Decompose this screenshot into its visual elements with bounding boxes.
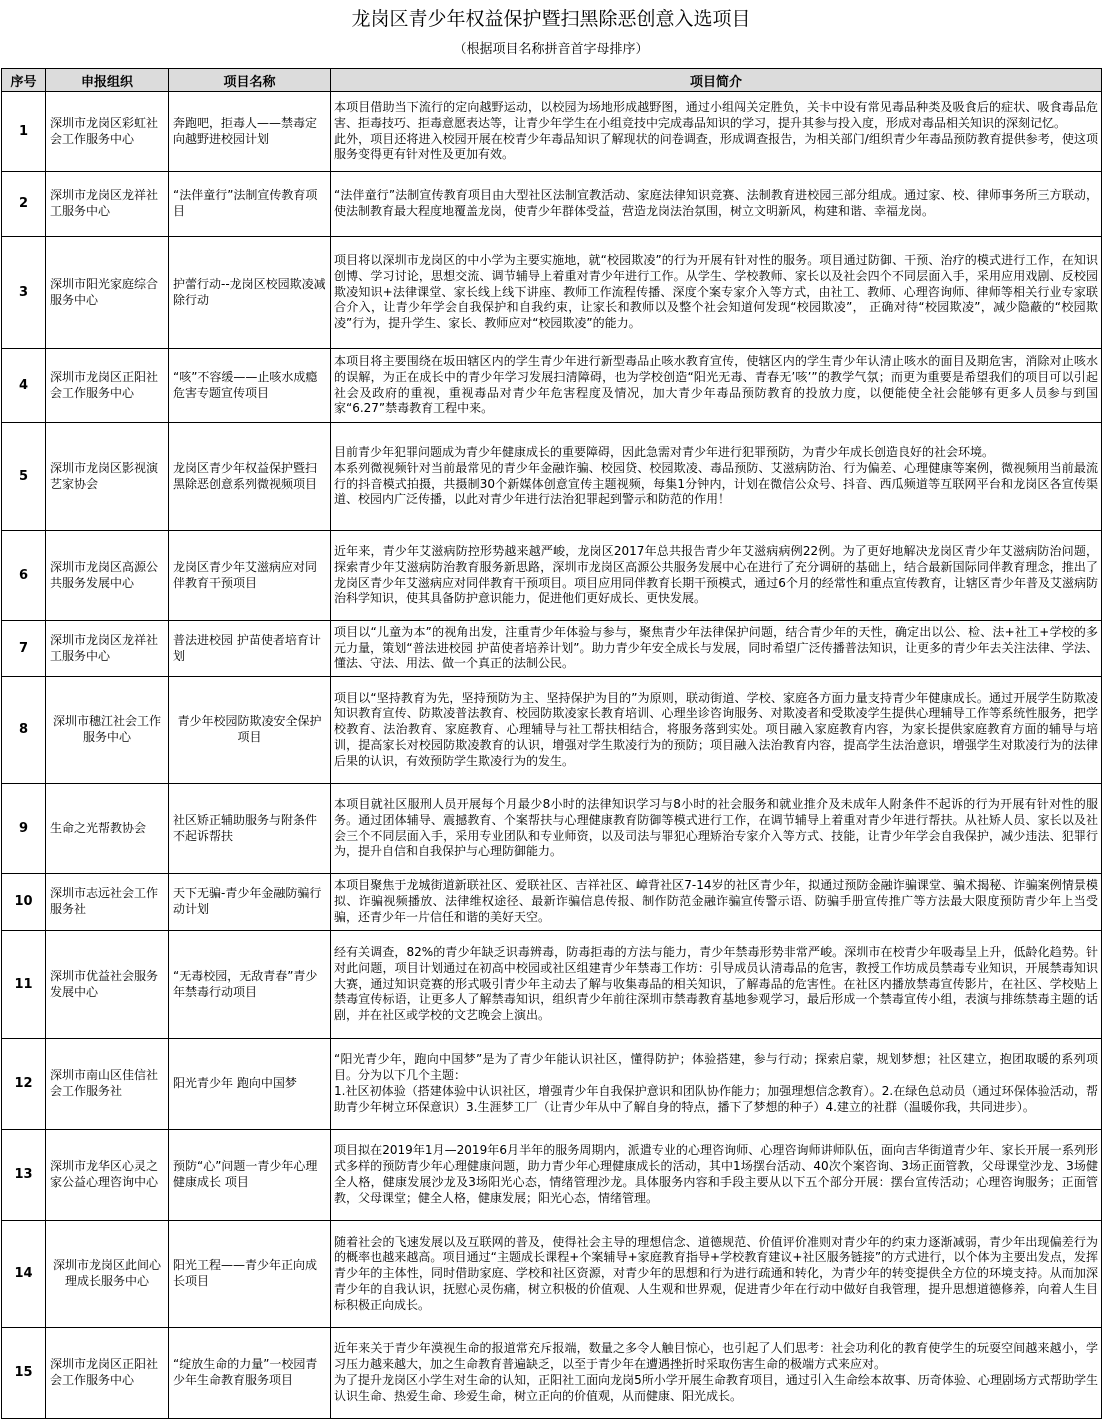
row-organization: 深圳市优益社会服务发展中心 <box>46 931 169 1039</box>
row-number: 7 <box>2 621 46 677</box>
row-project-name: 阳光青少年 跑向中国梦 <box>169 1039 331 1130</box>
row-organization: 深圳市龙岗区正阳社会工作服务中心 <box>46 349 169 423</box>
row-description: 随着社会的飞速发展以及互联网的普及，使得社会主导的理想信念、道德规范、价值评价准则对青少年的约束力逐渐减弱，青少年出现偏差行为的概率也越来越高。项目通过“主题成长课程+个案辅导+家庭教育指导+学校教育建议+社区服务链接”的方式进行，以个体为主要出发点，发挥青少年的主体性，同时借助家庭、学校和社区资源，对青少年的思想和行为进行疏通和转化，为青少年的转变提供全方位的环境支持。从而加深青少年的自我认识，抚慰心灵伤痛，树立积极的价值观、人生观和世界观，促进青少年在行动中做好自我管理，提升思想道德修养，向着人生目标积极正向成长。 <box>331 1221 1102 1328</box>
table-row <box>2 237 1102 349</box>
row-project-name: 社区矫正辅助服务与附条件不起诉帮扶 <box>169 784 331 874</box>
row-project-name: 龙岗区青少年权益保护暨扫黑除恶创意系列微视频项目 <box>169 423 331 531</box>
row-number: 3 <box>2 237 46 349</box>
row-number: 14 <box>2 1221 46 1328</box>
table-row <box>2 931 1102 1039</box>
table-row <box>2 677 1102 784</box>
row-project-name: “无毒校园，无敌青春”青少年禁毒行动项目 <box>169 931 331 1039</box>
row-project-name: 龙岗区青少年艾滋病应对同伴教育干预项目 <box>169 531 331 621</box>
row-description: 经有关调查，82%的青少年缺乏识毒辨毒，防毒拒毒的方法与能力，青少年禁毒形势非常严峻。深圳市在校青少年吸毒呈上升，低龄化趋势。针对此问题，项目计划通过在初高中校园或社区组建青少年禁毒工作坊：引导成员认清毒品的危害，教授工作坊成员禁毒专业知识，开展禁毒知识大赛，通过知识竞赛的形式吸引青少年主动去了解与收集毒品的相关知识，了解毒品的危害性。在社区内播放禁毒宣传影片，在社区、学校贴上禁毒宣传标语，让更多人了解禁毒知识，组织青少年前往深圳市禁毒教育基地参观学习，最后形成一个禁毒宣传小组，表演与排练禁毒主题的话剧，并在社区或学校的文艺晚会上演出。 <box>331 931 1102 1039</box>
row-organization: 深圳市龙岗区龙祥社工服务中心 <box>46 621 169 677</box>
table-row <box>2 1130 1102 1221</box>
row-description: 本项目将主要围绕在坂田辖区内的学生青少年进行新型毒品止咳水教育宣传，使辖区内的学生青少年认清止咳水的面目及期危害，消除对止咳水的误解，为正在成长中的青少年学习发展扫清障碍，也为学校创造“阳光无毒、青春无’咳’”的教学气氛；而更为重要是希望我们的项目可以引起社会及政府的重视，重视毒品对青少年危害程度及情况，加大青少年毒品预防教育的投放力度，以便能使全社会能够有更多人员参与到国家“6.27”禁毒教育工程中来。 <box>331 349 1102 423</box>
header-project: 项目名称 <box>169 69 331 92</box>
row-number: 15 <box>2 1328 46 1419</box>
row-description: 目前青少年犯罪问题成为青少年健康成长的重要障碍，因此急需对青少年进行犯罪预防，为青少年成长创造良好的社会环境。 本系列微视频针对当前最常见的青少年金融诈骗、校园贷、校园欺凌、毒品预防、艾滋病防治、行为偏差、心理健康等案例，微视频用当前最流行的抖音模式拍摄，共摄制30个新媒体创意宣传主题视频，每集1分钟内，计划在微信公众号、抖音、西瓜频道等互联网平台和龙岗区各宣传渠道、校园内广泛传播，以此对青少年进行法治犯罪起到警示和防范的作用！ <box>331 423 1102 531</box>
header-org: 申报组织 <box>46 69 169 92</box>
row-description: 项目以“儿童为本”的视角出发，注重青少年体验与参与，聚焦青少年法律保护问题，结合青少年的天性，确定出以公、检、法+社工+学校的多元力量，策划“普法进校园 护苗使者培养计划”。助力青少年安全成长与发展，同时希望广泛传播普法知识，让更多的青少年去关注法律、学法、懂法、守法、用法、做一个真正的法制公民。 <box>331 621 1102 677</box>
row-organization: 深圳市穗江社会工作服务中心 <box>46 677 169 784</box>
table-row <box>2 92 1102 172</box>
row-description: “法伴童行”法制宣传教育项目由大型社区法制宣教活动、家庭法律知识竞赛、法制教育进校园三部分组成。通过家、校、律师事务所三方联动，使法制教育最大程度地覆盖龙岗，使青少年群体受益，营造龙岗法治氛围，树立文明新风，构建和谐、幸福龙岗。 <box>331 172 1102 237</box>
row-organization: 深圳市龙岗区此间心理成长服务中心 <box>46 1221 169 1328</box>
row-project-name: 青少年校园防欺凌安全保护项目 <box>169 677 331 784</box>
row-project-name: “绽放生命的力量”一校园青少年生命教育服务项目 <box>169 1328 331 1419</box>
document-title: 龙岗区青少年权益保护暨扫黑除恶创意入选项目 <box>351 8 751 30</box>
row-description: 项目拟在2019年1月—2019年6月半年的服务周期内，派遣专业的心理咨询师、心理咨询师讲师队伍，面向吉华街道青少年、家长开展一系列形式多样的预防青少年心理健康问题，助力青少年心理健康成长的活动，其中1场摆台活动、40次个案咨询、3场正面管教，父母课堂沙龙、3场健全人格，健康发展沙龙及3场阳光心态，情绪管理沙龙。具体服务内容和手段主要从以下五个部分开展：摆台宣传活动；心理咨询服务；正面管教，父母课堂；健全人格，健康发展；阳光心态，情绪管理。 <box>331 1130 1102 1221</box>
row-organization: 深圳市志远社会工作服务社 <box>46 874 169 931</box>
row-number: 11 <box>2 931 46 1039</box>
row-description: 本项目就社区服刑人员开展每个月最少8小时的法律知识学习与8小时的社会服务和就业推介及未成年人附条件不起诉的行为开展有针对性的服务。通过团体辅导、震撼教育、个案帮扶与心理健康教育防御等模式进行工作，在调节辅导上着重对青少年进行帮扶。从社矫人员、家长以及社会三个不同层面入手，采用专业团队和专业师资，以及司法与罪犯心理矫治专家介入等方式、技能，让青少年学会自我保护，减少违法、犯罪行为，提升自信和自我保护与心理防御能力。 <box>331 784 1102 874</box>
row-organization: 深圳市南山区佳信社会工作服务社 <box>46 1039 169 1130</box>
row-number: 13 <box>2 1130 46 1221</box>
row-project-name: 天下无骗-青少年金融防骗行动计划 <box>169 874 331 931</box>
document-subtitle: （根据项目名称拼音首字母排序） <box>453 42 649 57</box>
row-number: 1 <box>2 92 46 172</box>
table-row <box>2 349 1102 423</box>
table-row <box>2 1039 1102 1130</box>
row-description: 项目将以深圳市龙岗区的中小学为主要实施地，就“校园欺凌”的行为开展有针对性的服务。项目通过防御、干预、治疗的模式进行工作，在知识创博、学习讨论，思想交流、调节辅导上着重对青少年进行工作。从学生、学校教师、家长以及社会四个不同层面入手，采用应用戏剧、反校园欺凌知识+法律课堂、家长线上线下讲座、教师工作流程传播、深度个案专家介入等方式，由社工、教师、心理咨询师、律师等相关行业专家联合介入，让青少年学会自我保护和自我约束，让家长和教师以及整个社会知道何发现“校园欺凌”， 正确对待“校园欺凌”，减少隐蔽的“校园欺凌”行为，提升学生、家长、教师应对“校园欺凌”的能力。 <box>331 237 1102 349</box>
row-number: 4 <box>2 349 46 423</box>
row-number: 9 <box>2 784 46 874</box>
row-project-name: “法伴童行”法制宣传教育项目 <box>169 172 331 237</box>
row-number: 8 <box>2 677 46 784</box>
header-desc: 项目简介 <box>331 69 1102 92</box>
row-organization: 深圳市龙岗区高源公共服务发展中心 <box>46 531 169 621</box>
row-organization: 生命之光帮教协会 <box>46 784 169 874</box>
row-description: 本项目聚焦于龙城街道新联社区、爱联社区、吉祥社区、嶂背社区7-14岁的社区青少年，拟通过预防金融诈骗课堂、骗术揭秘、诈骗案例情景模拟、诈骗视频播放、法律维权途径、最新诈骗信息传报、制作防范金融诈骗宣传警示语、防骗手册宣传推广等方法最大限度预防青少年上当受骗，还青少年一片信任和谐的美好天空。 <box>331 874 1102 931</box>
row-number: 6 <box>2 531 46 621</box>
table-row <box>2 784 1102 874</box>
row-organization: 深圳市龙岗区龙祥社工服务中心 <box>46 172 169 237</box>
row-project-name: 预防“心”问题一青少年心理健康成长 项目 <box>169 1130 331 1221</box>
row-organization: 深圳市龙岗区影视演艺家协会 <box>46 423 169 531</box>
table-row <box>2 1328 1102 1419</box>
row-project-name: 奔跑吧，拒毒人——禁毒定向越野进校园计划 <box>169 92 331 172</box>
row-number: 12 <box>2 1039 46 1130</box>
row-number: 2 <box>2 172 46 237</box>
row-description: 本项目借助当下流行的定向越野运动，以校园为场地形成越野图，通过小组闯关定胜负，关卡中设有常见毒品种类及吸食后的症状、吸食毒品危害、拒毒技巧、拒毒意愿表达等，让青少年学生在小组竞技中完成毒品知识的学习，提升其参与投入度，形成对毒品相关知识的深刻记忆。 此外，项目还将进入校园开展在校青少年毒品知识了解现状的问卷调查，形成调查报告，为相关部门/组织青少年毒品预防教育提供参考，使这项服务变得更有针对性及更加有效。 <box>331 92 1102 172</box>
row-project-name: 阳光工程——青少年正向成长项目 <box>169 1221 331 1328</box>
row-number: 5 <box>2 423 46 531</box>
table-row <box>2 621 1102 677</box>
row-organization: 深圳市龙岗区彩虹社会工作服务中心 <box>46 92 169 172</box>
table-row <box>2 531 1102 621</box>
table-header-row <box>2 69 1102 92</box>
row-project-name: “咳”不容缓——止咳水成瘾危害专题宣传项目 <box>169 349 331 423</box>
row-organization: 深圳市阳光家庭综合服务中心 <box>46 237 169 349</box>
table-row <box>2 423 1102 531</box>
row-organization: 深圳市龙岗区正阳社会工作服务中心 <box>46 1328 169 1419</box>
row-description: 近年来关于青少年漠视生命的报道常充斥报端，数量之多令人触目惊心，也引起了人们思考：社会功利化的教育使学生的玩耍空间越来越小，学习压力越来越大，加之生命教育普遍缺乏，以至于青少年在遭遇挫折时采取伤害生命的极端方式来应对。 为了提升龙岗区小学生对生命的认知，正阳社工面向龙岗5所小学开展生命教育项目，通过引入生命绘本故事、历奇体验、心理剧场方式帮助学生认识生命、热爱生命、珍爱生命，树立正向的价值观，从而健康、阳光成长。 <box>331 1328 1102 1419</box>
row-description: 项目以“坚持教育为先，坚持预防为主、坚持保护为目的”为原则，联动街道、学校、家庭各方面力量支持青少年健康成长。通过开展学生防欺凌知识教育宣传、防欺凌普法教育、校园防欺凌家长教育培训、心理坐诊咨询服务、对欺凌者和受欺凌学生提供心理辅导工作等系统性服务，把学校教育、法治教育、家庭教育、心理辅导与社工帮扶相结合，将服务落到实处。项目融入家庭教育内容，为家长提供家庭教育方面的辅导与培训，提高家长对校园防欺凌教育的认识，增强对学生欺凌行为的预防；项目融入法治教育内容，提高学生法治意识，增强学生对欺凌行为的法律后果的认识，有效预防学生欺凌行为的发生。 <box>331 677 1102 784</box>
row-project-name: 护蕾行动--龙岗区校园欺凌减除行动 <box>169 237 331 349</box>
row-description: “阳光青少年，跑向中国梦”是为了青少年能认识社区，懂得防护；体验搭建，参与行动；探索启蒙，规划梦想；社区建立，抱团取暖的系列项目。分为以下几个主题： 1.社区初体验（搭建体验中认识社区，增强青少年自我保护意识和团队协作能力；加强理想信念教育）。2.在绿色总动员（通过环保体验活动，帮助青少年树立环保意识）3.生涯梦工厂（让青少年从中了解自身的特点，播下了梦想的种子）4.建立的社群（温暖你我，共同进步）。 <box>331 1039 1102 1130</box>
row-project-name: 普法进校园 护苗使者培育计划 <box>169 621 331 677</box>
table-row <box>2 874 1102 931</box>
row-description: 近年来，青少年艾滋病防控形势越来越严峻，龙岗区2017年总共报告青少年艾滋病病例22例。为了更好地解决龙岗区青少年艾滋病防治问题，探索青少年艾滋病防治教育服务新思路，深圳市龙岗区高源公共服务发展中心在进行了充分调研的基础上，结合最新国际同伴教育理念，推出了龙岗区青少年艾滋病应对同伴教育干预项目。项目应用同伴教育长期干预模式，通过6个月的经常性和重点宣传教育，让辖区青少年普及艾滋病防治科学知识，使其具备防护意识能力，促进他们更好成长、更快发展。 <box>331 531 1102 621</box>
row-organization: 深圳市龙华区心灵之家公益心理咨询中心 <box>46 1130 169 1221</box>
header-no: 序号 <box>2 69 46 92</box>
projects-table <box>1 68 1102 1419</box>
row-number: 10 <box>2 874 46 931</box>
table-row <box>2 172 1102 237</box>
table-row <box>2 1221 1102 1328</box>
